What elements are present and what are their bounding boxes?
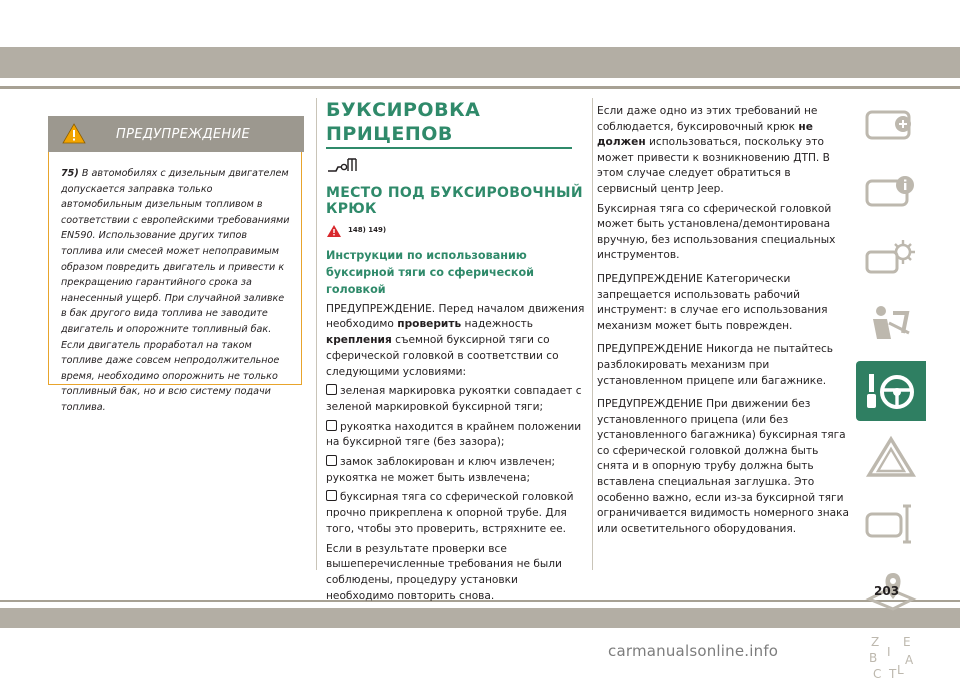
tab-emergency[interactable] <box>856 426 926 488</box>
car-tools-icon <box>863 502 919 546</box>
check-paragraph <box>326 302 588 381</box>
seat-safety-icon <box>863 303 919 347</box>
instructions-heading: Инструкции по использованию буксирной тяги со сферической головкой <box>326 248 534 296</box>
car-info-icon <box>863 171 919 211</box>
page-number: 203 <box>874 584 900 598</box>
right-paragraph-2: Буксирная тяга со сферической головкой может быть установлена/демонтирована вручную, без использования специальных инструментов. <box>597 202 836 262</box>
index-letter: T <box>889 667 897 681</box>
checkbox-bullet-icon <box>326 490 337 501</box>
right-text-c: использоваться, поскольку это может привести к возникновению ДТП. В этом случае следует обратиться в сервисный центр Jeep. <box>597 136 830 195</box>
warning-header <box>48 116 304 152</box>
tab-index[interactable] <box>856 627 926 689</box>
sun-weather-icon <box>863 238 919 278</box>
tab-maintenance[interactable] <box>856 493 926 555</box>
tow-hook-icon <box>326 155 362 175</box>
right-text-b: не должен <box>597 120 813 149</box>
right-paragraph-5: ПРЕДУПРЕЖДЕНИЕ При движении без установленного прицепа (или без установленного багажника) буксирная тяга со сферической головкой должна быть снята и в опорную трубу должна быть вставлена специальная заглушка. Это особенно важно, если из-за буксирной тяги ограничивается видимость номерного знака или осветительного оборудования. <box>597 398 850 535</box>
check-text-b: проверить <box>397 318 462 331</box>
warning-body <box>48 152 302 413</box>
column-separator <box>316 98 317 570</box>
alphabet-index-icon <box>863 634 919 682</box>
index-letter: C <box>873 667 882 681</box>
top-banner <box>0 0 960 78</box>
tab-car-overview[interactable] <box>856 93 926 155</box>
warning-triangle-icon <box>863 435 919 479</box>
warning-number: 75) <box>61 168 79 179</box>
list-item-text: рукоятка находится в крайнем положении на буксирной тяге (без зазора); <box>326 420 582 449</box>
warning-triangle-icon <box>62 122 86 146</box>
hook-mount-heading: МЕСТО ПОД БУКСИРОВОЧНЫЙ КРЮК <box>326 184 583 217</box>
tab-driving-active[interactable] <box>856 361 926 421</box>
tab-car-info[interactable] <box>856 160 926 222</box>
index-letter: E <box>903 635 911 649</box>
right-paragraph-3: ПРЕДУПРЕЖДЕНИЕ Категорически запрещается использовать рабочий инструмент: в случае его использования механизм может быть поврежден. <box>597 272 828 332</box>
list-item <box>326 420 588 451</box>
top-rule <box>0 86 960 89</box>
list-item-text: замок заблокирован и ключ извлечен; рукоятка не может быть извлечена; <box>326 456 556 484</box>
check-text-e: съемной буксирной тяги со сферической головкой в соответствии со следующими условиями: <box>326 334 559 378</box>
section-title-rule <box>326 147 572 149</box>
checkbox-bullet-icon <box>326 384 337 395</box>
list-item <box>326 455 588 486</box>
tab-sun-weather[interactable] <box>856 227 926 289</box>
steering-wheel-icon <box>863 368 919 414</box>
watermark: carmanualsonline.info <box>608 642 779 660</box>
right-column <box>597 104 853 541</box>
index-letter: I <box>887 645 891 659</box>
car-overview-icon <box>863 104 919 144</box>
warning-title: ПРЕДУПРЕЖДЕНИЕ <box>116 126 251 142</box>
check-text-d: крепления <box>326 334 392 347</box>
tab-seat-safety[interactable] <box>856 294 926 356</box>
column-separator <box>592 98 593 570</box>
checkbox-bullet-icon <box>326 420 337 431</box>
right-paragraph-1 <box>597 104 853 198</box>
check-text-c: надежность <box>461 318 534 331</box>
check-text-a: ПРЕДУПРЕЖДЕНИЕ. Перед началом движения необходимо <box>326 302 585 331</box>
refs-text: 148) 149) <box>348 225 387 234</box>
right-text-a: Если даже одно из этих требований не соблюдается, буксировочный крюк <box>597 105 818 133</box>
warning-text: В автомобилях с дизельным двигателем допускается заправка только автомобильным дизельным топливом в соответствии с европейскими требованиями EN590. Использование других типов топлива или смесей может непоправимым образом повредить двигатель и привести к прекращению гарантийного срока за нанесенный ущерб. При случайной заливке в бак другого вида топлива не заводите двигатель и опорожните топливный бак. Если двигатель проработал на таком топливе даже совсем непродолжительное время, необходимо опорожнить не только топливный бак, но и всю систему подачи топлива. <box>61 168 290 413</box>
warning-refs <box>326 223 588 239</box>
small-warning-icon <box>326 224 342 238</box>
index-letter: Z <box>871 635 880 649</box>
top-stripe <box>0 47 960 78</box>
list-item <box>326 384 588 415</box>
list-item-text: зеленая маркировка рукоятки совпадает с зеленой маркировкой буксирной тяги; <box>326 385 582 413</box>
index-letter: A <box>905 653 914 667</box>
checkbox-bullet-icon <box>326 455 337 466</box>
index-letter: B <box>869 651 878 665</box>
repeat-paragraph: Если в результате проверки все вышеперечисленные требования не были соблюдены, процедуру установки необходимо повторить снова. <box>326 542 562 602</box>
middle-column <box>326 98 588 608</box>
chapter-sidebar <box>856 93 926 694</box>
index-letter: L <box>897 663 904 677</box>
section-title: БУКСИРОВКА ПРИЦЕПОВ <box>326 99 481 145</box>
list-item-text: буксирная тяга со сферической головкой прочно прикреплена к опорной трубе. Для того, чтобы это проверить, встряхните ее. <box>326 491 574 535</box>
list-item <box>326 490 588 537</box>
right-paragraph-4: ПРЕДУПРЕЖДЕНИЕ Никогда не пытайтесь разблокировать механизм при установленном прицепе или багажнике. <box>597 343 834 387</box>
bottom-stripe <box>0 608 960 628</box>
